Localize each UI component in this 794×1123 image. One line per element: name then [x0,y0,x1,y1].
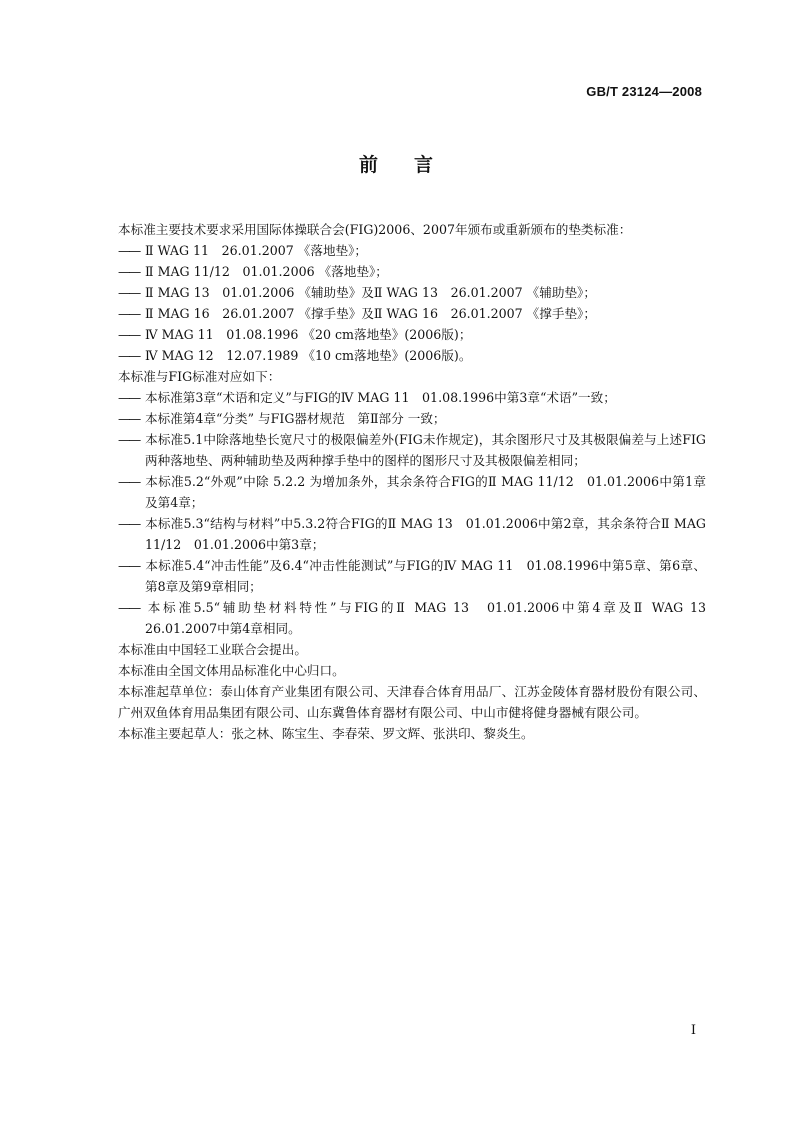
dash-mark: —— [118,558,140,573]
list-item [118,471,706,513]
foreword-body [118,219,719,744]
list-item [118,324,706,345]
proposer-paragraph: 本标准由中国轻工业联合会提出。 [118,642,307,657]
adopted-standards-list [118,240,706,366]
dash-mark: —— [118,390,140,405]
list-item-text: 本标准5.5“辅助垫材料特性”与FIG的Ⅱ MAG 13 01.01.2006中第4章及Ⅱ WAG 13 26.01.2007中第4章相同。 [145,600,719,636]
list-item-text: 本标准5.2“外观”中除 5.2.2 为增加条外，其余条符合FIG的Ⅱ MAG 11/12 01.01.2006中第1章及第4章； [145,474,706,510]
list-item-text: 本标准5.3“结构与材料”中5.3.2符合FIG的Ⅱ MAG 13 01.01.2006中第2章，其余条符合Ⅱ MAG 11/12 01.01.2006中第3章； [145,516,706,552]
page-title [0,150,794,177]
list-item [118,408,706,429]
list-item [118,261,706,282]
list-item [118,240,706,261]
page-title-part1: 前 [358,154,380,176]
list-item-text: Ⅱ WAG 11 26.01.2007 《落地垫》； [145,243,368,258]
list-item [118,429,706,471]
page-number: I [690,1023,696,1038]
dash-mark: —— [118,411,140,426]
standard-code: GB/T 23124—2008 [586,84,702,99]
list-item [118,597,719,639]
list-item-text: Ⅱ MAG 13 01.01.2006 《辅助垫》及Ⅱ WAG 13 26.01.2007 《辅助垫》； [145,285,596,300]
dash-mark: —— [118,600,140,615]
dash-mark: —— [118,264,140,279]
dash-mark: —— [118,474,140,489]
list-item [118,345,706,366]
dash-mark: —— [118,243,140,258]
list-item-text: Ⅱ MAG 16 26.01.2007 《撑手垫》及Ⅱ WAG 16 26.01.2007 《撑手垫》； [145,306,596,321]
dash-mark: —— [118,432,140,447]
correspondence-list [118,387,719,639]
dash-mark: —— [118,348,140,363]
list-item-text: 本标准第3章“术语和定义”与FIG的Ⅳ MAG 11 01.08.1996中第3章“术语”一致； [145,390,616,405]
list-item-text: Ⅳ MAG 12 12.07.1989 《10 cm落地垫》(2006版)。 [145,348,472,363]
page-title-part2: 言 [414,154,436,176]
list-item [118,282,706,303]
list-item [118,387,706,408]
dash-mark: —— [118,306,140,321]
correspondence-heading: 本标准与FIG标准对应如下： [118,369,281,384]
list-item-text: Ⅳ MAG 11 01.08.1996 《20 cm落地垫》(2006版)； [145,327,472,342]
list-item [118,513,706,555]
dash-mark: —— [118,516,140,531]
list-item-text: Ⅱ MAG 11/12 01.01.2006 《落地垫》； [145,264,388,279]
drafters-paragraph: 本标准主要起草人：张之林、陈宝生、李春荣、罗文辉、张洪印、黎炎生。 [118,726,534,741]
list-item [118,555,706,597]
dash-mark: —— [118,327,140,342]
list-item-text: 本标准5.4“冲击性能”及6.4“冲击性能测试”与FIG的Ⅳ MAG 11 01.08.1996中第5章、第6章、第8章及第9章相同； [145,558,706,594]
intro-paragraph: 本标准主要技术要求采用国际体操联合会(FIG)2006、2007年颁布或重新颁布的垫类标准： [118,222,632,237]
list-item [118,303,706,324]
list-item-text: 本标准5.1中除落地垫长宽尺寸的极限偏差外(FIG未作规定)，其余图形尺寸及其极限偏差与上述FIG两种落地垫、两种辅助垫及两种撑手垫中的图样的图形尺寸及其极限偏差相同； [145,432,706,468]
centralized-unit-paragraph: 本标准由全国文体用品标准化中心归口。 [118,663,345,678]
drafting-units-paragraph: 本标准起草单位：泰山体育产业集团有限公司、天津春合体育用品厂、江苏金陵体育器材股份有限公司、广州双鱼体育用品集团有限公司、山东冀鲁体育器材有限公司、中山市健将健身器械有限公司。 [118,684,706,720]
dash-mark: —— [118,285,140,300]
list-item-text: 本标准第4章“分类” 与FIG器材规范 第Ⅱ部分 一致； [145,411,446,426]
